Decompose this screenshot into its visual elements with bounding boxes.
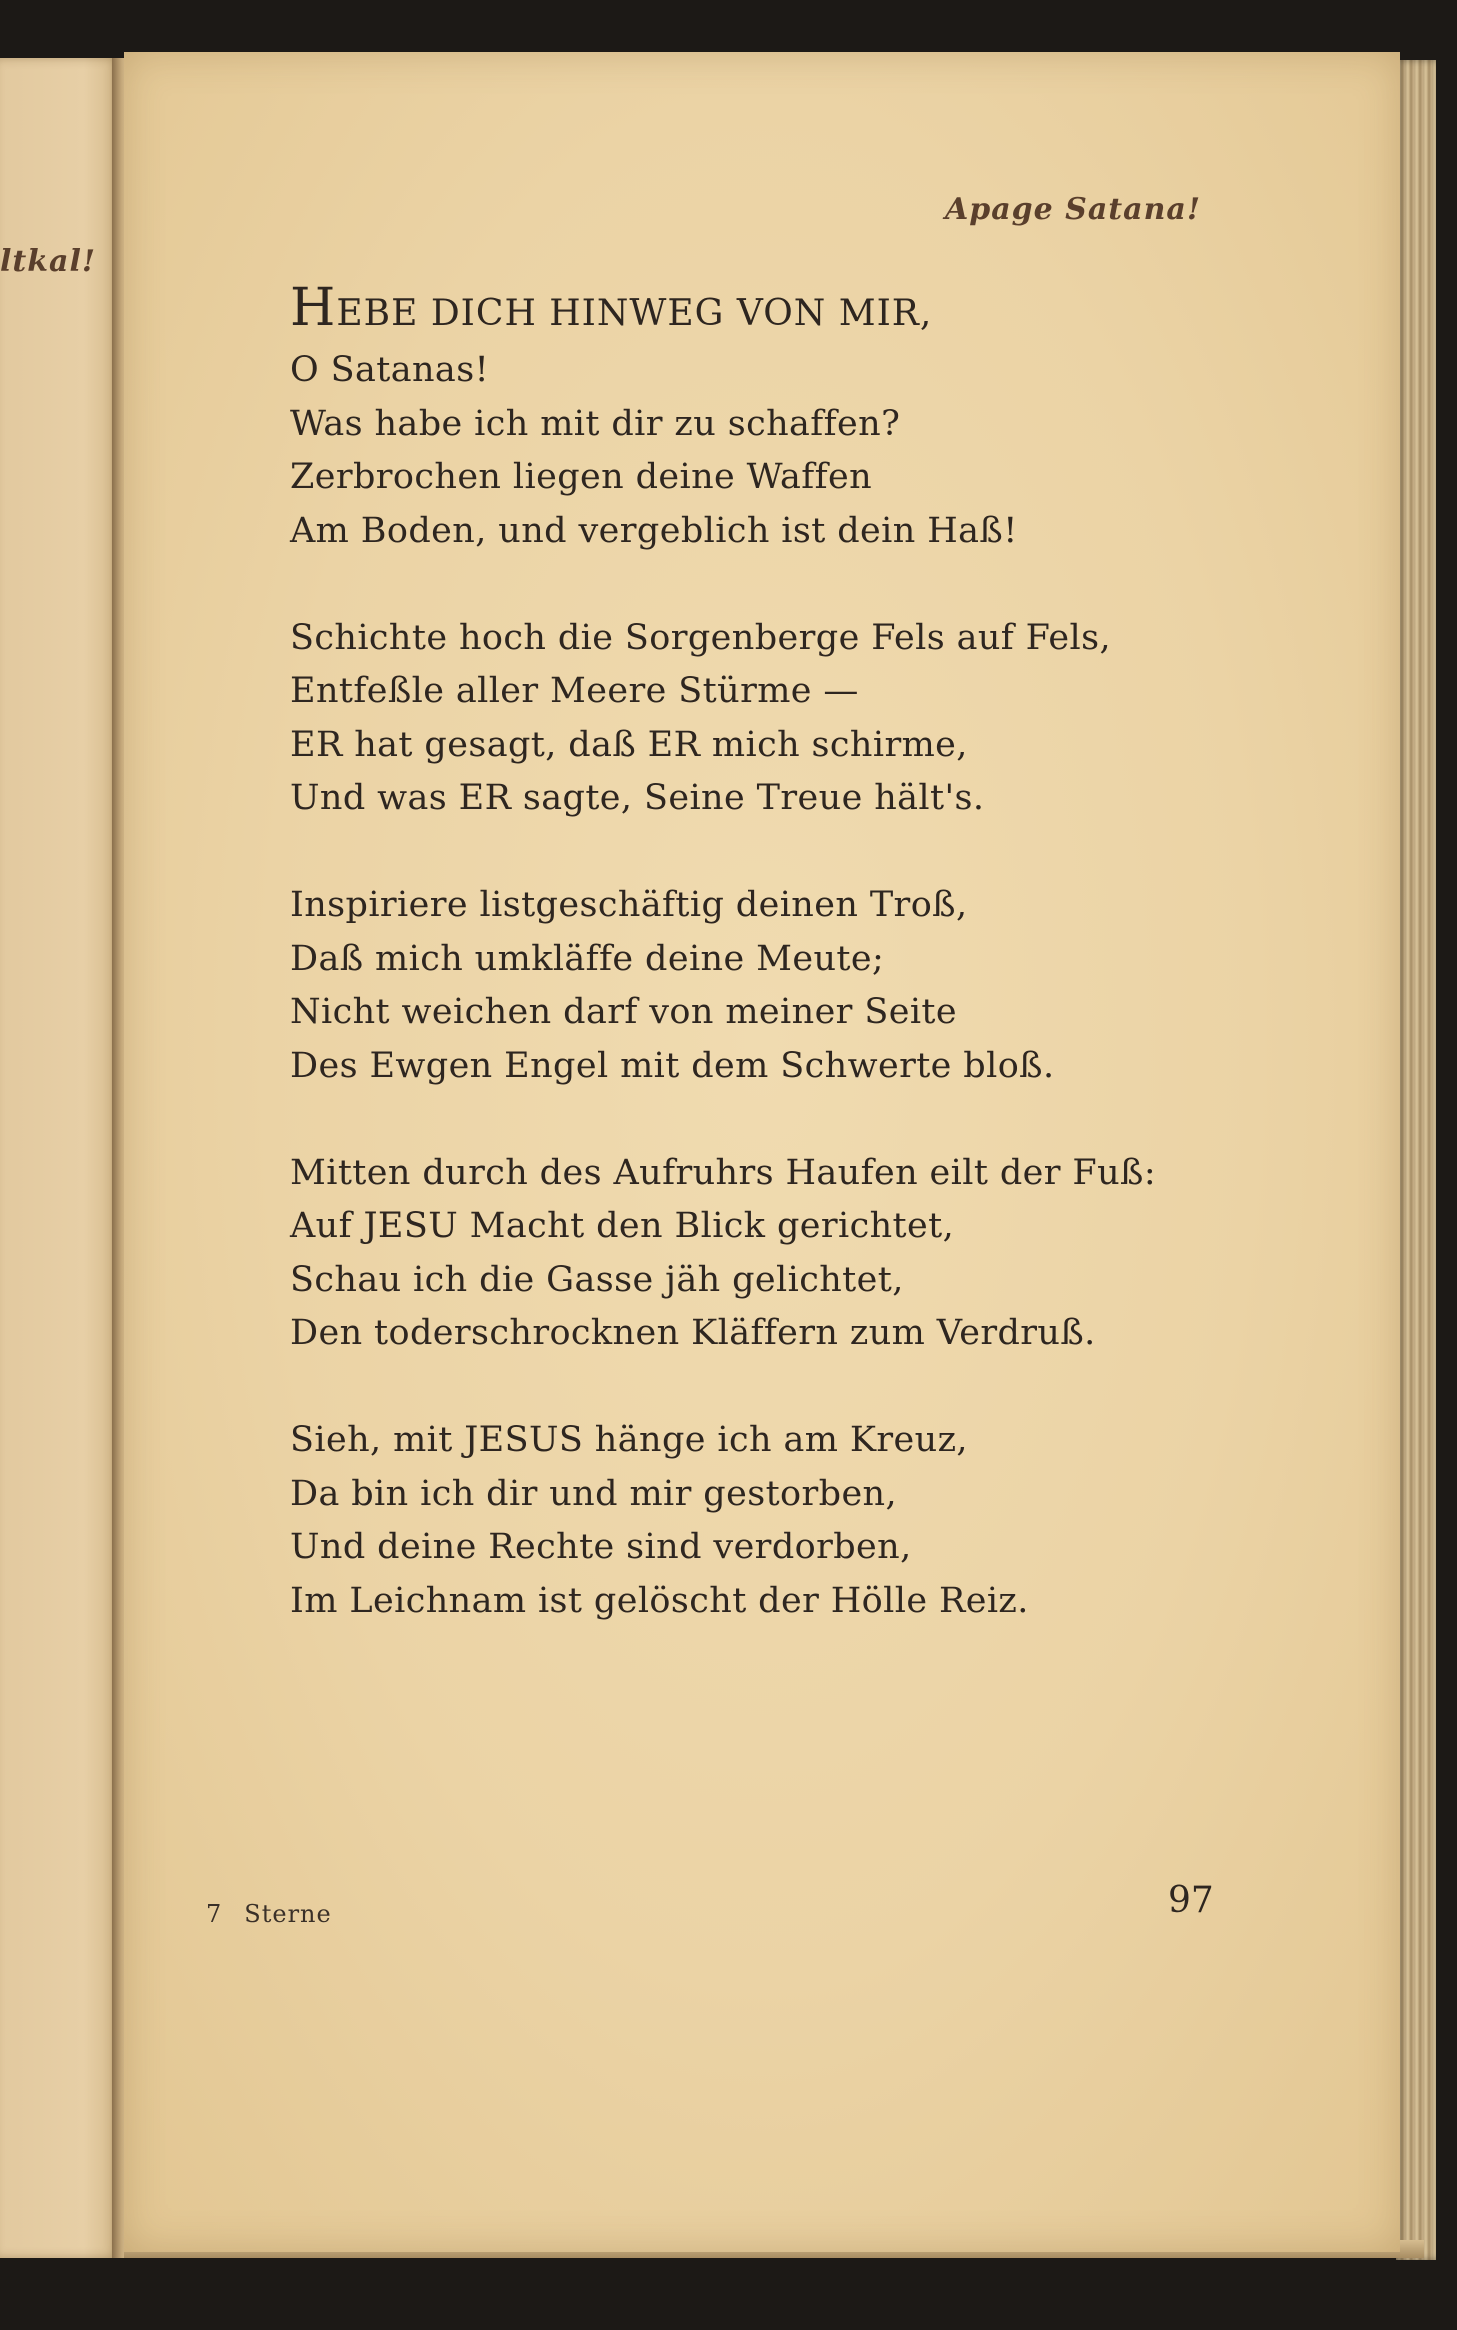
verse-line: Schichte hoch die Sorgenberge Fels auf Fels, (290, 617, 1112, 658)
stanza-3 (290, 879, 1250, 1093)
poem-title-rest: EBE DICH HINWEG VON MIR, (336, 293, 933, 334)
verse-line: Sieh, mit JESUS hänge ich am Kreuz, (290, 1420, 968, 1460)
verse-line: Mitten durch des Aufruhrs Haufen eilt der Fuß: (290, 1152, 1157, 1193)
book-right-edge (1396, 60, 1436, 2260)
verse-line: ER hat gesagt, daß ER mich schirme, (290, 724, 968, 765)
verse-line: Schau ich die Gasse jäh gelichtet, (290, 1259, 904, 1300)
verse-line: Auf JESU Macht den Blick gerichtet, (290, 1206, 955, 1246)
verse-line: Nicht weichen darf von meiner Seite (290, 992, 958, 1032)
verse-line: Den toderschrocknen Kläffern zum Verdruß. (290, 1313, 1096, 1353)
previous-page (0, 58, 120, 2258)
running-head: Apage Satana! (944, 192, 1201, 227)
verse-line: Des Ewgen Engel mit dem Schwerte bloß. (290, 1045, 1055, 1086)
poem (290, 278, 1250, 1682)
verse-line: Da bin ich dir und mir gestorben, (290, 1473, 898, 1514)
verse-line: Und was ER sagte, Seine Treue hält's. (290, 778, 985, 818)
stanza-4 (290, 1147, 1250, 1361)
verse-line: Was habe ich mit dir zu schaffen? (290, 403, 901, 444)
printer-signature (206, 1900, 332, 1928)
signature-text: Sterne (244, 1900, 332, 1928)
verse-line: Im Leichnam ist gelöscht der Hölle Reiz. (290, 1580, 1029, 1621)
poem-title-initial: H (290, 278, 337, 338)
stanza-5 (290, 1414, 1250, 1628)
stanza-2 (290, 612, 1250, 826)
stanza-1 (290, 344, 1250, 558)
page-number: 97 (1168, 1880, 1214, 1921)
previous-page-running-head: ltkal! (0, 244, 97, 279)
verse-line: Zerbrochen liegen deine Waffen (290, 457, 873, 497)
verse-line: Daß mich umkläffe deine Meute; (290, 938, 885, 979)
verse-line: O Satanas! (290, 350, 490, 390)
verse-line: Am Boden, und vergeblich ist dein Haß! (290, 510, 1018, 551)
signature-number: 7 (206, 1900, 223, 1928)
verse-line: Entfeßle aller Meere Stürme — (290, 671, 859, 711)
poem-title (290, 278, 1250, 344)
verse-line: Und deine Rechte sind verdorben, (290, 1527, 912, 1567)
verse-line: Inspiriere listgeschäftig deinen Troß, (290, 885, 968, 925)
